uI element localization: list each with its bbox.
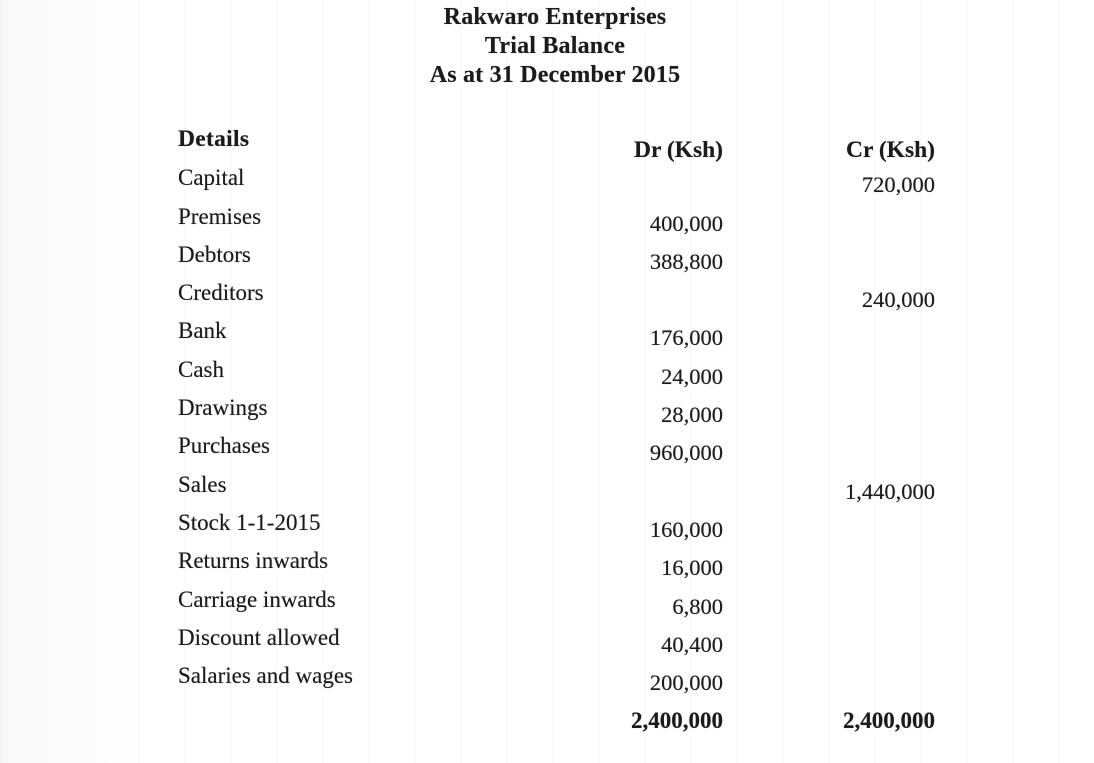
total-cr-amount: 2,400,000 [843,708,935,734]
account-name: Salaries and wages [178,663,353,689]
account-name: Cash [178,356,224,382]
table-row [178,318,938,356]
company-name: Rakwaro Enterprises [443,4,667,30]
account-name: Sales [178,471,227,497]
account-name: Returns inwards [178,548,329,574]
table-row [178,242,938,280]
column-header-dr: Dr (Ksh) [634,137,723,163]
table-row [178,165,938,203]
account-name: Premises [178,203,262,229]
account-name: Debtors [178,241,251,267]
table-row [178,625,938,663]
column-header-details: Details [178,126,250,152]
account-name: Purchases [178,433,270,459]
table-row [178,433,938,471]
account-name: Stock 1-1-2015 [178,509,321,535]
dr-amount: 200,000 [649,670,723,696]
table-row [178,204,938,242]
table-row [178,357,938,395]
table-row [178,395,938,433]
account-name: Discount allowed [178,624,340,650]
cr-amount: 720,000 [861,172,935,198]
account-name: Creditors [178,280,264,306]
table-row [178,510,938,548]
table-total-row [178,701,938,739]
dr-amount: 6,800 [672,593,723,619]
table-row [178,663,938,701]
column-header-cr: Cr (Ksh) [846,137,935,163]
dr-amount: 176,000 [649,325,723,351]
dr-amount: 160,000 [649,516,723,542]
trial-balance-table [178,127,938,740]
account-name: Bank [178,318,227,344]
dr-amount: 400,000 [649,210,723,236]
dr-amount: 16,000 [661,555,723,581]
account-name: Capital [178,165,245,191]
table-row [178,472,938,510]
account-name: Carriage inwards [178,586,336,612]
dr-amount: 28,000 [661,402,723,428]
document-header [8,3,1094,90]
dr-amount: 388,800 [649,248,723,274]
total-dr-amount: 2,400,000 [631,708,723,734]
dr-amount: 960,000 [649,440,723,466]
table-header-row [178,127,938,165]
account-name: Drawings [178,395,268,421]
cr-amount: 240,000 [861,287,935,313]
document-title: Trial Balance [484,33,626,59]
dr-amount: 24,000 [661,363,723,389]
table-row [178,587,938,625]
table-row [178,280,938,318]
table-body [178,165,938,701]
table-row [178,548,938,586]
cr-amount: 1,440,000 [845,478,935,504]
dr-amount: 40,400 [661,631,723,657]
date-line: As at 31 December 2015 [429,62,681,88]
